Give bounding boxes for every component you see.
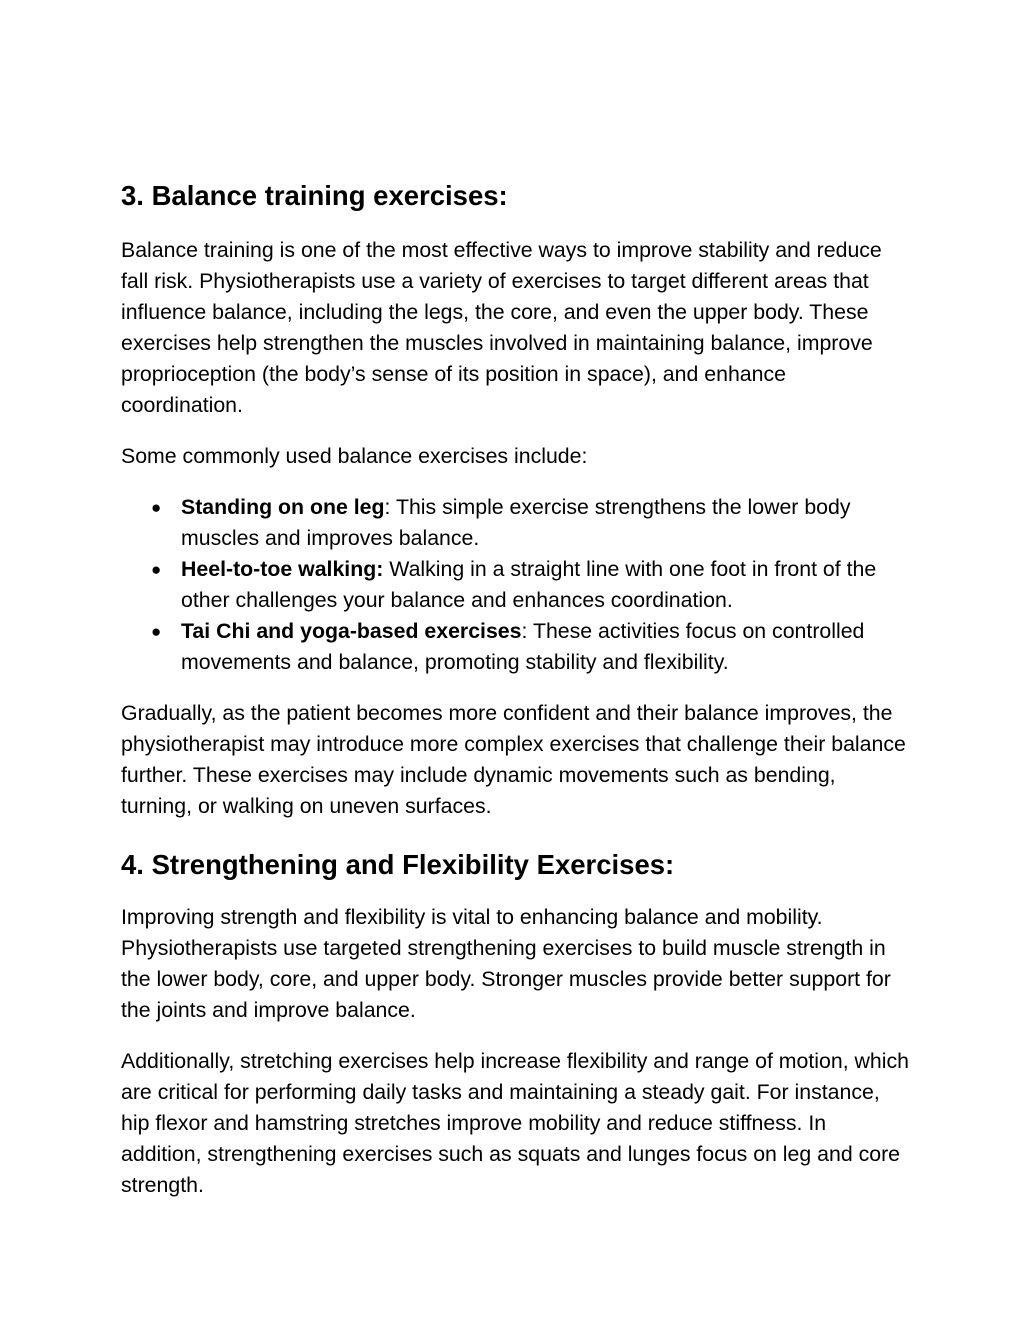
section-4-paragraph-2: Additionally, stretching exercises help increase flexibility and range of motion, which are critical for performing daily tasks and maintaining a steady gait. For instance, hip flexor and hamstring stretches improve mobility and reduce stiffness. In addition, strengthening exercises such as squats and lunges focus on leg and core strength. — [121, 1049, 909, 1197]
list-item-term: Tai Chi and yoga-based exercises — [181, 619, 522, 643]
bullet-icon: ● — [151, 622, 162, 641]
list-item-text: Walking in a straight line with one foot in front of the other challenges your balance and enhances coordination. — [181, 557, 877, 612]
bullet-icon: ● — [151, 498, 162, 517]
section-3-closing-paragraph: Gradually, as the patient becomes more confident and their balance improves, the physiotherapist may introduce more complex exercises that challenge their balance further. These exercises may include dynamic movements such as bending, turning, or walking on uneven surfaces. — [121, 701, 906, 818]
section-4-paragraph-1: Improving strength and flexibility is vital to enhancing balance and mobility. Physiotherapists use targeted strengthening exercises to build muscle strength in the lower body, core, and upper body. Stronger muscles provide better support for the joints and improve balance. — [121, 905, 891, 1022]
section-3-intro-paragraph: Balance training is one of the most effective ways to improve stability and reduce fall risk. Physiotherapists use a variety of exercises to target different areas that influence balance, including the legs, the core, and even the upper body. These exercises help strengthen the muscles involved in maintaining balance, improve proprioception (the body’s sense of its position in space), and enhance coordination. — [121, 238, 882, 417]
list-item — [121, 554, 911, 616]
section-3-heading: 3. Balance training exercises: — [121, 180, 508, 211]
balance-exercises-list — [121, 492, 911, 678]
section-4-heading: 4. Strengthening and Flexibility Exercises: — [121, 849, 675, 880]
document-body — [121, 178, 911, 1201]
list-item-term: Heel-to-toe walking: — [181, 557, 384, 581]
section-3-lead-paragraph: Some commonly used balance exercises include: — [121, 444, 588, 468]
bullet-icon: ● — [151, 560, 162, 579]
list-item-term: Standing on one leg — [181, 495, 385, 519]
list-item-text: : These activities focus on controlled movements and balance, promoting stability and flexibility. — [181, 619, 865, 674]
list-item-text: : This simple exercise strengthens the lower body muscles and improves balance. — [181, 495, 851, 550]
list-item — [121, 616, 911, 678]
list-item — [121, 492, 911, 554]
